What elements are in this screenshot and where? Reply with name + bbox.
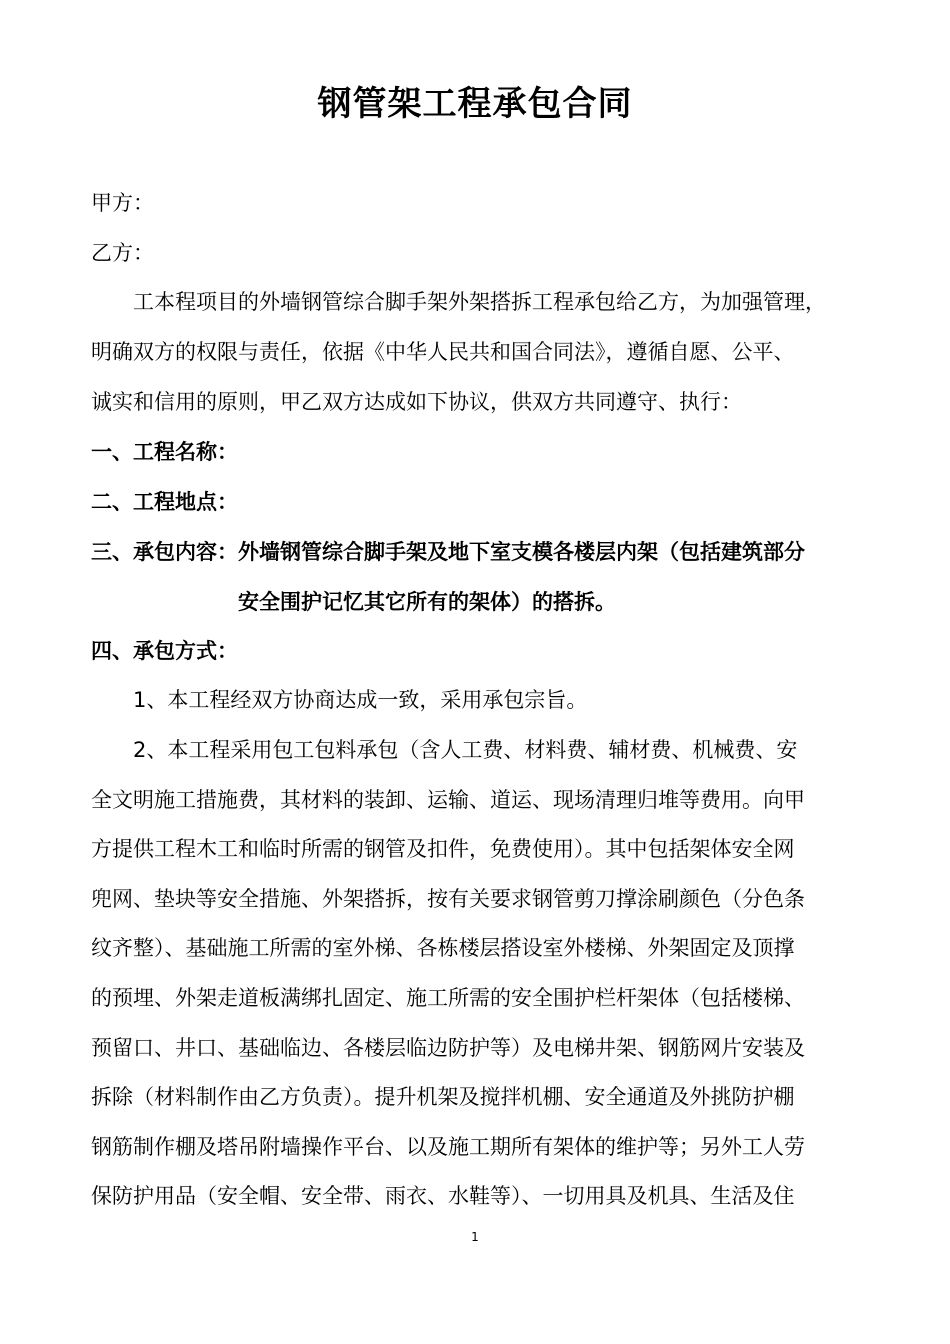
party-b-label: 乙方： bbox=[91, 241, 154, 265]
intro-line-3: 诚实和信用的原则，甲乙双方达成如下协议，供双方共同遵守、执行： bbox=[91, 390, 742, 414]
section-contract-method: 四、承包方式： bbox=[91, 639, 238, 663]
intro-line-2: 明确双方的权限与责任，依据《中华人民共和国合同法》，遵循自愿、公平、 bbox=[91, 340, 795, 364]
item-2-line-8: 拆除（材料制作由乙方负责）。提升机架及搅拌机棚、安全通道及外挑防护棚 bbox=[91, 1085, 795, 1109]
item-2-line-7: 预留口、井口、基础临边、各楼层临边防护等）及电梯井架、钢筋网片安装及 bbox=[91, 1036, 805, 1060]
item-2-line-6: 的预埋、外架走道板满绑扎固定、施工所需的安全围护栏杆架体（包括楼梯、 bbox=[91, 986, 805, 1010]
item-2-line-10: 保防护用品（安全帽、安全带、雨衣、水鞋等）、一切用具及机具、生活及住 bbox=[91, 1184, 795, 1208]
section-project-location: 二、工程地点： bbox=[91, 490, 238, 514]
party-a-label: 甲方： bbox=[91, 191, 154, 215]
page-number: 1 bbox=[471, 1230, 479, 1244]
item-2-line-2: 全文明施工措施费，其材料的装卸、运输、道运、现场清理归堆等费用。向甲 bbox=[91, 788, 805, 812]
item-1: 1、本工程经双方协商达成一致，采用承包宗旨。 bbox=[133, 688, 588, 712]
item-2-line-9: 钢筋制作棚及塔吊附墙操作平台、以及施工期所有架体的维护等；另外工人劳 bbox=[91, 1135, 805, 1159]
section-contract-scope: 三、承包内容：外墙钢管综合脚手架及地下室支模各楼层内架（包括建筑部分 bbox=[91, 540, 805, 564]
item-2-line-1: 2、本工程采用包工包料承包（含人工费、材料费、辅材费、机械费、安 bbox=[133, 738, 798, 762]
item-2-line-3: 方提供工程木工和临时所需的钢管及扣件，免费使用）。其中包括架体安全网 bbox=[91, 837, 795, 861]
section-contract-scope-cont: 安全围护记忆其它所有的架体）的搭拆。 bbox=[238, 590, 616, 614]
document-title: 钢管架工程承包合同 bbox=[317, 84, 633, 124]
intro-line-1: 工本程项目的外墙钢管综合脚手架外架搭拆工程承包给乙方，为加强管理， bbox=[133, 290, 826, 314]
item-2-line-4: 兜网、垫块等安全措施、外架搭拆，按有关要求钢管剪刀撑涂刷颜色（分色条 bbox=[91, 887, 805, 911]
section-project-name: 一、工程名称： bbox=[91, 440, 238, 464]
item-2-line-5: 纹齐整）、基础施工所需的室外梯、各栋楼层搭设室外楼梯、外架固定及顶撑 bbox=[91, 936, 795, 960]
